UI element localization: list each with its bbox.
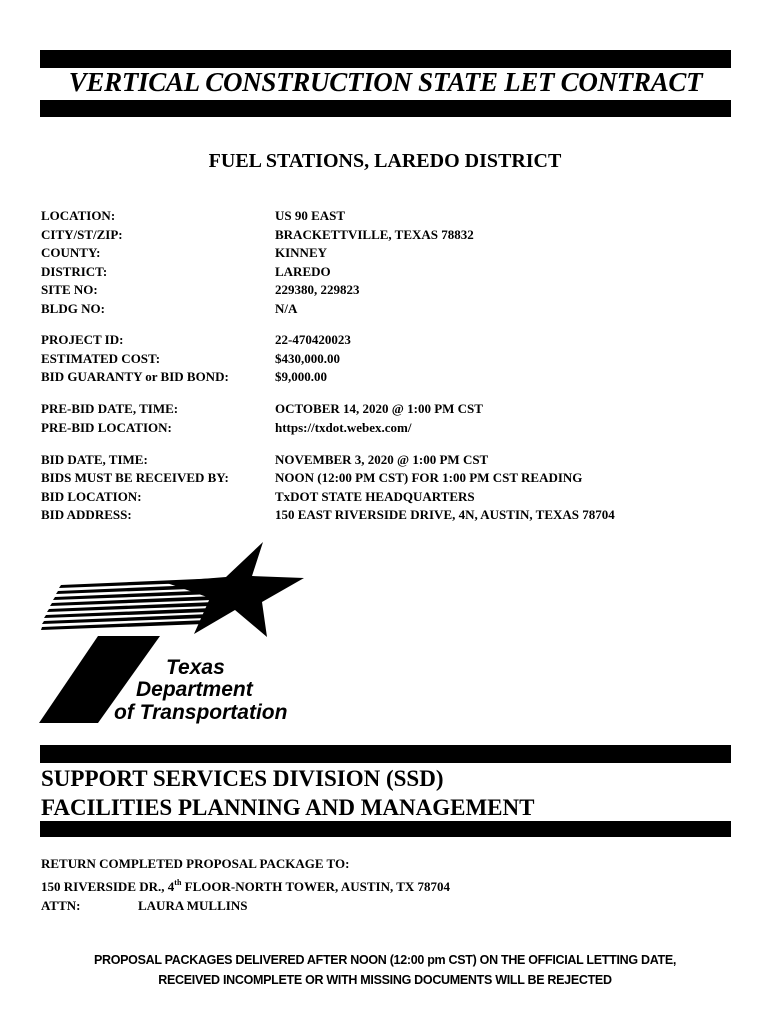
contract-title: VERTICAL CONSTRUCTION STATE LET CONTRACT [68, 67, 703, 97]
info-label: BID LOCATION: [41, 488, 142, 504]
division-bottom-bar [40, 821, 731, 837]
address-superscript: th [174, 878, 182, 887]
info-label: BIDS MUST BE RECEIVED BY: [41, 470, 229, 485]
info-value: 150 EAST RIVERSIDE DRIVE, 4N, AUSTIN, TEXAS 78704 [275, 507, 615, 522]
info-value: US 90 EAST [275, 208, 346, 223]
info-value: KINNEY [275, 245, 328, 260]
info-label: BLDG NO: [41, 300, 105, 316]
rejection-notice [0, 950, 770, 990]
info-value: NOVEMBER 3, 2020 @ 1:00 PM CST [275, 451, 489, 467]
header-top-bar [40, 50, 731, 68]
division-line2: FACILITIES PLANNING AND MANAGEMENT [41, 795, 535, 820]
info-value: BRACKETTVILLE, TEXAS 78832 [275, 226, 474, 242]
txdot-logo [38, 540, 318, 728]
division-line1: SUPPORT SERVICES DIVISION (SSD) [41, 766, 444, 791]
info-value: NOON (12:00 PM CST) FOR 1:00 PM CST READING [275, 470, 583, 485]
info-label: COUNTY: [41, 245, 101, 260]
division-heading [41, 764, 534, 822]
info-value: N/A [275, 300, 298, 316]
logo-text-line2: Department [136, 678, 253, 701]
logo-text-line1: Texas [166, 656, 225, 679]
info-value: 22-470420023 [275, 332, 351, 347]
return-address [41, 878, 450, 895]
info-label: BID GUARANTY or BID BOND: [41, 369, 229, 384]
attn-label: ATTN: [41, 898, 81, 913]
attn-name: LAURA MULLINS [138, 898, 248, 913]
address-part: FLOOR-NORTH TOWER, AUSTIN, TX 78704 [181, 879, 451, 894]
info-label: CITY/ST/ZIP: [41, 226, 123, 242]
notice-line1: PROPOSAL PACKAGES DELIVERED AFTER NOON (12:00 pm CST) ON THE OFFICIAL LETTING DATE, [93, 953, 677, 967]
info-label: PROJECT ID: [41, 332, 124, 347]
division-top-bar [40, 745, 731, 763]
prebid-location-link[interactable]: https://txdot.webex.com/ [275, 419, 412, 435]
info-value: $9,000.00 [275, 369, 327, 384]
info-label: DISTRICT: [41, 263, 108, 279]
info-label: LOCATION: [41, 208, 116, 223]
info-label: PRE-BID DATE, TIME: [41, 401, 179, 416]
info-label: BID DATE, TIME: [41, 451, 148, 467]
speed-lines [41, 578, 222, 630]
info-label: BID ADDRESS: [41, 507, 132, 522]
info-label: ESTIMATED COST: [41, 350, 161, 366]
return-heading: RETURN COMPLETED PROPOSAL PACKAGE TO: [41, 856, 350, 871]
info-value: OCTOBER 14, 2020 @ 1:00 PM CST [275, 401, 483, 416]
info-label: SITE NO: [41, 282, 98, 297]
info-label: PRE-BID LOCATION: [41, 419, 172, 435]
project-subtitle: FUEL STATIONS, LAREDO DISTRICT [208, 150, 562, 172]
address-part: 150 RIVERSIDE DR., 4 [41, 879, 175, 894]
info-value: TxDOT STATE HEADQUARTERS [275, 488, 475, 504]
info-value: 229380, 229823 [275, 282, 360, 297]
header-bottom-bar [40, 100, 731, 117]
notice-line2: RECEIVED INCOMPLETE OR WITH MISSING DOCUMENTS WILL BE REJECTED [158, 973, 612, 987]
return-attn [41, 898, 248, 914]
info-value: $430,000.00 [275, 350, 340, 366]
info-value: LAREDO [275, 263, 331, 279]
logo-text-line3: of Transportation [114, 701, 288, 724]
